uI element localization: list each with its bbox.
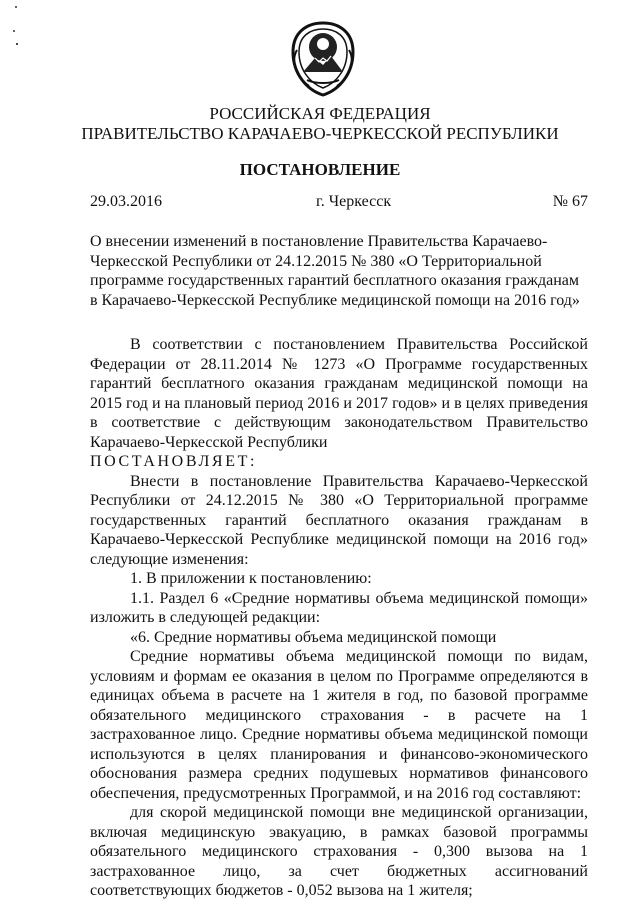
coat-of-arms-emblem <box>287 20 359 98</box>
body-paragraph-item-1-1: 1.1. Раздел 6 «Средние нормативы объема медицинской помощи» изложить в следующей редакции: <box>90 589 588 626</box>
document-city: г. Черкесск <box>316 193 392 210</box>
body-paragraph-section-6-title: «6. Средние нормативы объема медицинской помощи <box>130 628 497 646</box>
document-subject: О внесении изменений в постановление Правительства Карачаево-Черкесской Республики от 24.12.2015 № 380 «О Территориальной программе государственных гарантий бесплатного оказания гражданам в Карачаево-Черкесской Республике медицинской помощи на 2016 год» <box>90 233 580 309</box>
header-country: РОССИЙСКАЯ ФЕДЕРАЦИЯ <box>209 104 431 123</box>
scan-specks <box>0 0 40 60</box>
document-number: № 67 <box>552 193 588 210</box>
body-paragraph-item-1: 1. В приложении к постановлению: <box>130 570 372 587</box>
body-paragraph-section-6-text: Средние нормативы объема медицинской помощи по видам, условиям и формам ее оказания в целом по Программе определяются в единицах объема в расчете на 1 жителя в год, по базовой программе обязательного медицинского страхования - в расчете на 1 застрахованное лицо. Средние нормативы объема медицинской помощи используются в целях планирования и финансово-экономического обоснования размера средних подушевых нормативов финансового обеспечения, предусмотренных Программой, и на 2016 год составляют: <box>90 648 588 802</box>
document-type-title: ПОСТАНОВЛЕНИЕ <box>239 160 401 179</box>
body-paragraph-preamble: В соответствии с постановлением Правительства Российской Федерации от 28.11.2014 № 1273 «О Программе государственных гарантий бесплатного оказания гражданам медицинской помощи на 2015 год и на плановый период 2016 и 2017 годов» и в целях приведения в соответствие с действующим законодательством Правительство Карачаево-Черкесской Республики <box>90 336 588 451</box>
document-body <box>90 335 588 901</box>
body-resolves-keyword: ПОСТАНОВЛЯЕТ: <box>90 453 257 470</box>
body-paragraph-emergency-care: для скорой медицинской помощи вне медицинской организации, включая медицинскую эвакуацию, в рамках базовой программы обязательного медицинского страхования - 0,300 вызова на 1 застрахованное лицо, за счет бюджетных ассигнований соответствующих бюджетов - 0,052 вызова на 1 жителя; <box>90 804 588 899</box>
header-government: ПРАВИТЕЛЬСТВО КАРАЧАЕВО-ЧЕРКЕССКОЙ РЕСПУБЛИКИ <box>81 124 559 143</box>
body-paragraph-amend: Внести в постановление Правительства Карачаево-Черкесской Республики от 24.12.2015 № 380 «О Территориальной программе государственных гарантий бесплатного оказания гражданам в Карачаево-Черкесской Республике медицинской помощи на 2016 год» следующие изменения: <box>90 472 588 568</box>
document-date: 29.03.2016 <box>90 193 162 210</box>
